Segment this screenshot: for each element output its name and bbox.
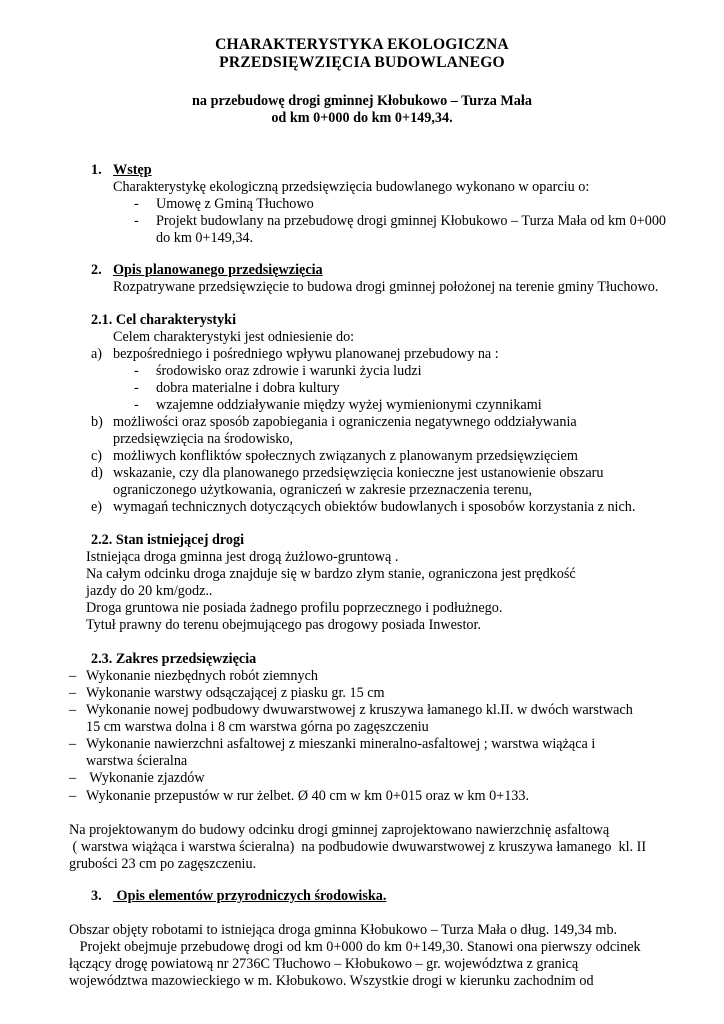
section-1-dash-1: - — [134, 196, 139, 212]
section-1-item-2-line2: do km 0+149,34. — [156, 230, 254, 246]
section-2-1-heading: 2.1. Cel charakterystyki — [91, 312, 237, 328]
paragraph-2-line4: województwa mazowieckiego w m. Kłobukowo. Wszystkie drogi w kierunku zachodnim od — [69, 973, 594, 989]
paragraph-1-line2: ( warstwa wiążąca i warstwa ścieralna) na podbudowie dwuwarstwowej z kruszywa łamanego kl. II — [69, 839, 647, 855]
list-item-d-line1: wskazanie, czy dla planowanego przedsięwzięcia konieczne jest ustanowienie obszaru — [113, 465, 604, 481]
list-item-b-line1: możliwości oraz sposób zapobiegania i ograniczenia negatywnego oddziaływania — [113, 414, 577, 430]
scope-item-3-line1: Wykonanie nowej podbudowy dwuwarstwowej z kruszywa łamanego kl.II. w dwóch warstwach — [86, 702, 633, 718]
section-2-text: Rozpatrywane przedsięwzięcie to budowa drogi gminnej położonej na terenie gminy Tłuchowo. — [113, 279, 659, 295]
section-1-item-2-line1: Projekt budowlany na przebudowę drogi gminnej Kłobukowo – Turza Mała od km 0+000 — [156, 213, 667, 229]
scope-dash-4: – — [69, 736, 77, 752]
section-2-3-heading: 2.3. Zakres przedsięwzięcia — [91, 651, 257, 667]
section-2-1-intro: Celem charakterystyki jest odniesienie do: — [113, 329, 355, 345]
scope-item-5: Wykonanie zjazdów — [86, 770, 205, 786]
section-3-heading: Opis elementów przyrodniczych środowiska. — [113, 888, 387, 904]
list-label-a: a) — [91, 346, 103, 362]
list-label-e: e) — [91, 499, 103, 515]
list-item-d-line2: ograniczonego użytkowania, ograniczeń w zakresie przeznaczenia terenu, — [113, 482, 533, 498]
scope-item-3-line2: 15 cm warstwa dolna i 8 cm warstwa górna po zagęszczeniu — [86, 719, 429, 735]
section-3-number: 3. — [91, 888, 102, 904]
paragraph-2-line1: Obszar objęty robotami to istniejąca droga gminna Kłobukowo – Turza Mała o dług. 149,34 mb. — [69, 922, 618, 938]
section-1-intro: Charakterystykę ekologiczną przedsięwzięcia budowlanego wykonano w oparciu o: — [113, 179, 590, 195]
section-2-2-line2: Na całym odcinku droga znajduje się w bardzo złym stanie, ograniczona jest prędkość — [86, 566, 576, 582]
sub-item-1: środowisko oraz zdrowie i warunki życia ludzi — [156, 363, 422, 379]
document-title-line2: PRZEDSIĘWZIĘCIA BUDOWLANEGO — [219, 54, 505, 71]
scope-dash-3: – — [69, 702, 77, 718]
section-2-2-line3: jazdy do 20 km/godz.. — [86, 583, 213, 599]
paragraph-2-line2: Projekt obejmuje przebudowę drogi od km 0+000 do km 0+149,30. Stanowi ona pierwszy odcinek — [69, 939, 641, 955]
list-item-b-line2: przedsięwzięcia na środowisko, — [113, 431, 294, 447]
scope-dash-5: – — [69, 770, 77, 786]
sub-dash-1: - — [134, 363, 139, 379]
scope-item-4-line1: Wykonanie nawierzchni asfaltowej z mieszanki mineralno-asfaltowej ; warstwa wiążąca i — [86, 736, 596, 752]
scope-item-2: Wykonanie warstwy odsączającej z piasku gr. 15 cm — [86, 685, 385, 701]
document-title-line1: CHARAKTERYSTYKA EKOLOGICZNA — [215, 36, 509, 53]
section-1-dash-2: - — [134, 213, 139, 229]
document-subtitle-line2: od km 0+000 do km 0+149,34. — [271, 110, 453, 126]
sub-dash-2: - — [134, 380, 139, 396]
paragraph-1-line3: grubości 23 cm po zagęszczeniu. — [69, 856, 257, 872]
paragraph-2-line3: łączący drogę powiatową nr 2736C Tłuchowo – Kłobukowo – gr. województwa z granicą — [69, 956, 579, 972]
section-2-2-line5: Tytuł prawny do terenu obejmującego pas drogowy posiada Inwestor. — [86, 617, 481, 633]
scope-item-6: Wykonanie przepustów w rur żelbet. Ø 40 cm w km 0+015 oraz w km 0+133. — [86, 788, 530, 804]
scope-dash-2: – — [69, 685, 77, 701]
document-subtitle-line1: na przebudowę drogi gminnej Kłobukowo – Turza Mała — [192, 93, 532, 109]
scope-item-4-line2: warstwa ścieralna — [86, 753, 188, 769]
section-1-number: 1. — [91, 162, 102, 178]
list-label-c: c) — [91, 448, 103, 464]
list-label-d: d) — [91, 465, 103, 481]
list-item-e: wymagań technicznych dotyczących obiektów budowlanych i sposobów korzystania z nich. — [113, 499, 636, 515]
scope-dash-1: – — [69, 668, 77, 684]
list-item-c: możliwych konfliktów społecznych związanych z planowanym przedsięwzięciem — [113, 448, 578, 464]
sub-item-3: wzajemne oddziaływanie między wyżej wymienionymi czynnikami — [156, 397, 542, 413]
section-2-2-line4: Droga gruntowa nie posiada żadnego profilu poprzecznego i podłużnego. — [86, 600, 503, 616]
section-2-heading: Opis planowanego przedsięwzięcia — [113, 262, 323, 278]
scope-dash-6: – — [69, 788, 77, 804]
scope-item-1: Wykonanie niezbędnych robót ziemnych — [86, 668, 318, 684]
paragraph-1-line1: Na projektowanym do budowy odcinku drogi gminnej zaprojektowano nawierzchnię asfaltową — [69, 822, 610, 838]
list-item-a: bezpośredniego i pośredniego wpływu planowanej przebudowy na : — [113, 346, 499, 362]
section-2-2-heading: 2.2. Stan istniejącej drogi — [91, 532, 245, 548]
list-label-b: b) — [91, 414, 103, 430]
section-1-item-1: Umowę z Gminą Tłuchowo — [156, 196, 314, 212]
section-2-number: 2. — [91, 262, 102, 278]
sub-dash-3: - — [134, 397, 139, 413]
section-1-heading: Wstęp — [113, 162, 152, 178]
section-2-2-line1: Istniejąca droga gminna jest drogą żużlowo-gruntową . — [86, 549, 399, 565]
sub-item-2: dobra materialne i dobra kultury — [156, 380, 340, 396]
